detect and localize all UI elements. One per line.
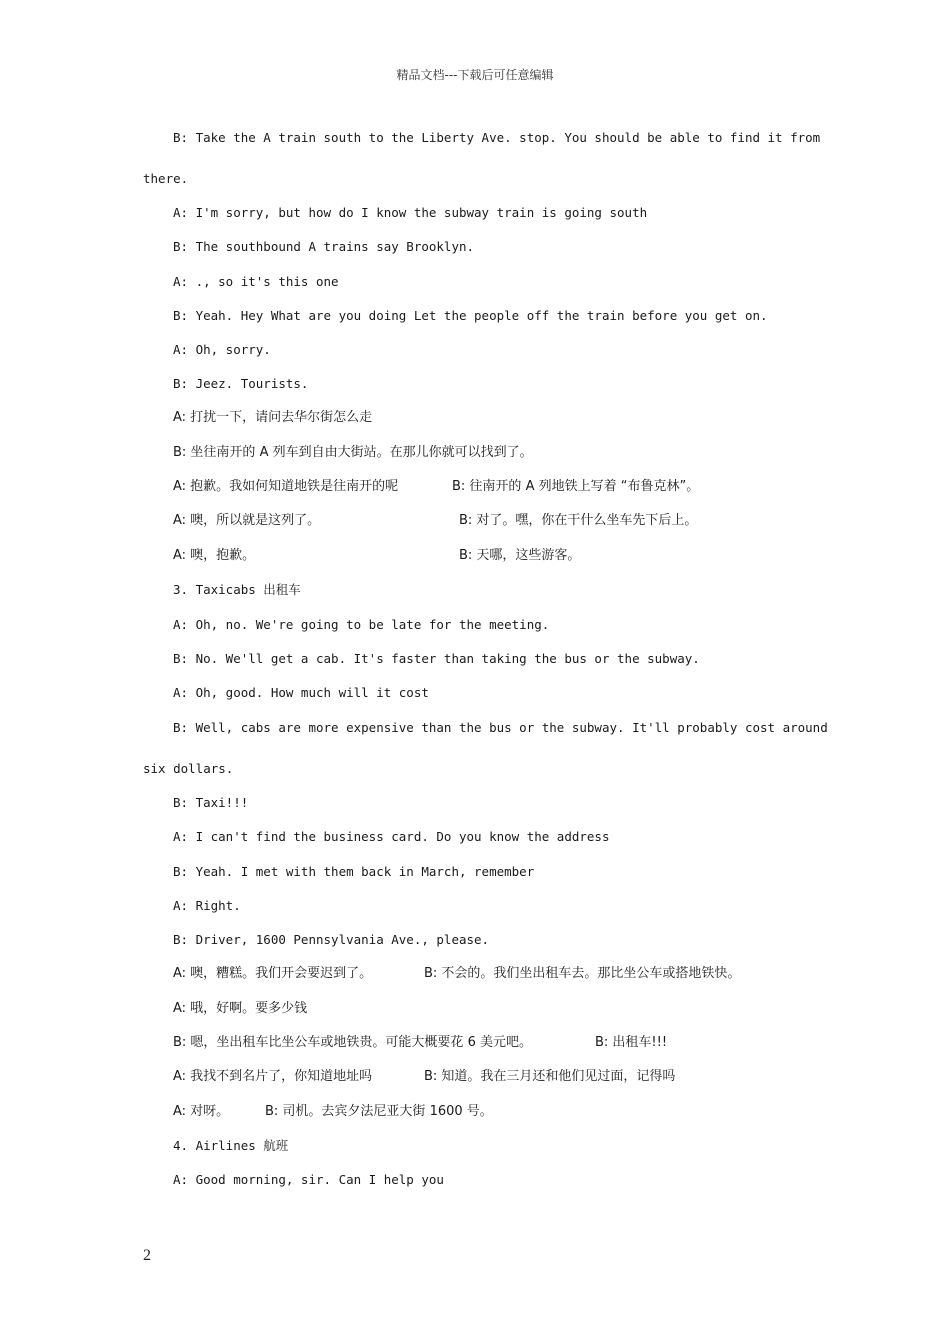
dialogue-line: A: Oh, sorry. <box>173 342 271 357</box>
dialogue-line: A: 我找不到名片了，你知道地址吗 <box>173 1069 373 1084</box>
dialogue-line: B: Taxi!!! <box>173 795 249 810</box>
dialogue-line: A: Oh, good. How much will it cost <box>173 685 429 700</box>
dialogue-line: six dollars. <box>143 761 234 776</box>
dialogue-line: 4. Airlines 航班 <box>173 1138 289 1153</box>
dialogue-line: A: 噢，所以就是这列了。 <box>173 513 321 528</box>
dialogue-line: B: 嗯，坐出租车比坐公车或地铁贵。可能大概要花 6 美元吧。 <box>173 1035 532 1050</box>
page-header: 精品文档---下载后可任意编辑 <box>396 68 554 82</box>
dialogue-line: B: 不会的。我们坐出租车去。那比坐公车或搭地铁快。 <box>424 966 741 981</box>
dialogue-line: there. <box>143 171 189 186</box>
dialogue-line: 3. Taxicabs 出租车 <box>173 582 301 597</box>
dialogue-line: A: ., so it's this one <box>173 274 339 289</box>
dialogue-line: B: Take the A train south to the Liberty Ave. stop. You should be able to find it from <box>173 130 821 145</box>
page-number: 2 <box>143 1247 151 1264</box>
dialogue-line: B: Yeah. I met with them back in March, remember <box>173 864 535 879</box>
dialogue-line: A: Oh, no. We're going to be late for the meeting. <box>173 617 550 632</box>
dialogue-line: A: 对呀。 <box>173 1104 230 1119</box>
dialogue-line: B: 往南开的 A 列地铁上写着 “布鲁克林”。 <box>452 479 700 494</box>
dialogue-line: B: No. We'll get a cab. It's faster than taking the bus or the subway. <box>173 651 700 666</box>
dialogue-line: B: Yeah. Hey What are you doing Let the people off the train before you get on. <box>173 308 768 323</box>
dialogue-line: A: 噢，抱歉。 <box>173 548 256 563</box>
dialogue-line: A: 打扰一下，请问去华尔街怎么走 <box>173 410 373 425</box>
dialogue-line: A: Good morning, sir. Can I help you <box>173 1172 444 1187</box>
dialogue-line: A: 噢，糟糕。我们开会要迟到了。 <box>173 966 373 981</box>
dialogue-line: B: Well, cabs are more expensive than the bus or the subway. It'll probably cost around <box>173 720 828 735</box>
dialogue-line: A: 哦，好啊。要多少钱 <box>173 1001 308 1016</box>
dialogue-line: A: 抱歉。我如何知道地铁是往南开的呢 <box>173 479 399 494</box>
dialogue-line: B: 天哪，这些游客。 <box>459 548 581 563</box>
dialogue-line: A: I'm sorry, but how do I know the subway train is going south <box>173 205 648 220</box>
dialogue-line: B: 司机。去宾夕法尼亚大街 1600 号。 <box>265 1104 493 1119</box>
dialogue-line: B: 出租车!!! <box>595 1035 668 1050</box>
dialogue-line: B: Jeez. Tourists. <box>173 376 309 391</box>
dialogue-line: B: Driver, 1600 Pennsylvania Ave., please. <box>173 932 490 947</box>
dialogue-line: B: 对了。嘿，你在干什么坐车先下后上。 <box>459 513 698 528</box>
dialogue-line: B: 坐往南开的 A 列车到自由大街站。在那儿你就可以找到了。 <box>173 445 533 460</box>
dialogue-line: B: 知道。我在三月还和他们见过面，记得吗 <box>424 1069 676 1084</box>
dialogue-line: A: Right. <box>173 898 241 913</box>
dialogue-line: A: I can't find the business card. Do you know the address <box>173 829 610 844</box>
dialogue-line: B: The southbound A trains say Brooklyn. <box>173 239 475 254</box>
